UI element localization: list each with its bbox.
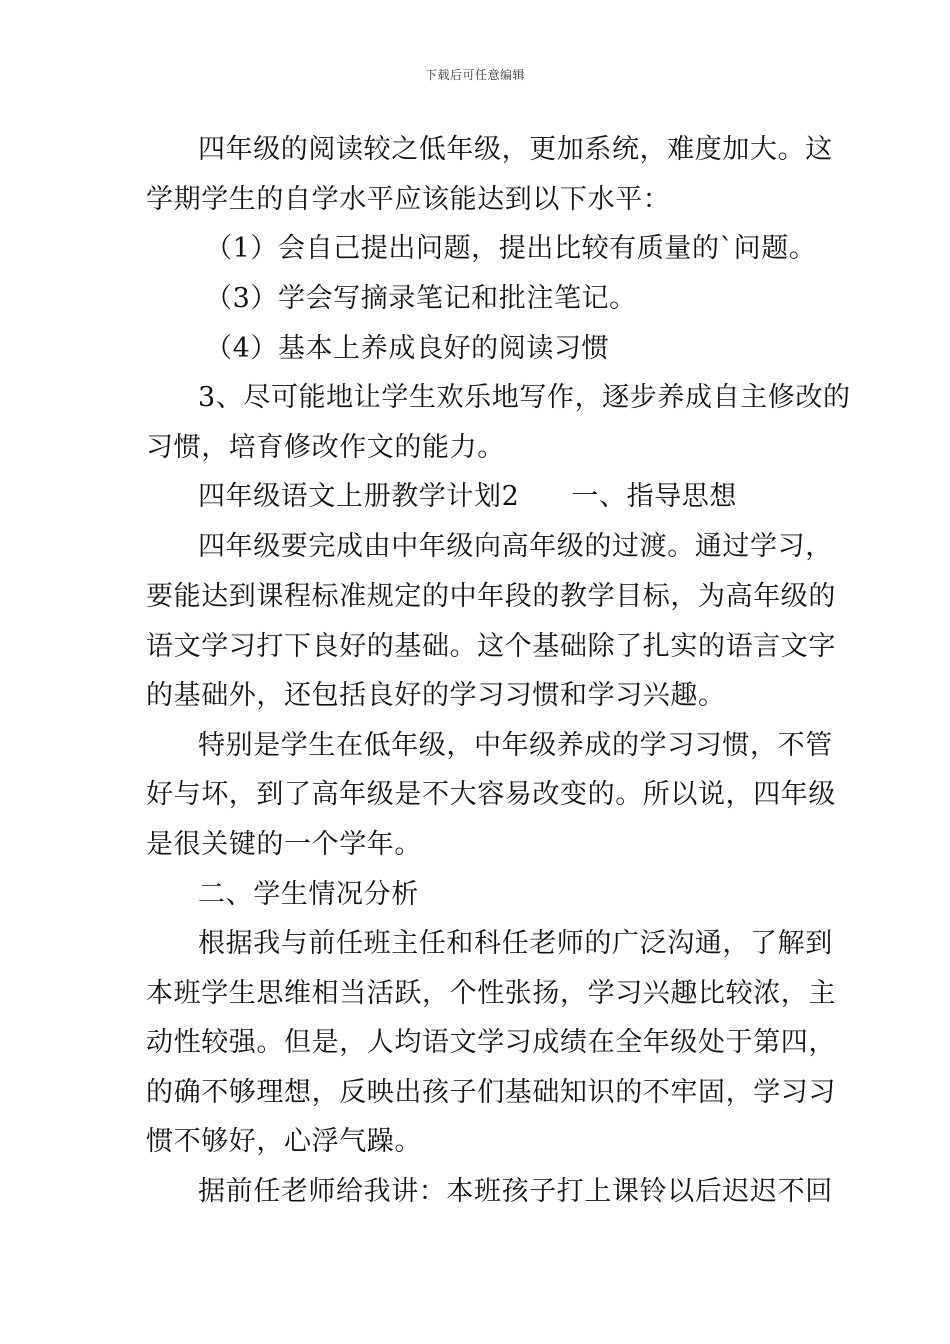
list-item: （1）会自己提出问题，提出比较有质量的`问题。 <box>205 233 817 264</box>
paragraph-line: 惯不够好，心浮气躁。 <box>146 1126 422 1157</box>
paragraph-line: 动性较强。但是，人均语文学习成绩在全年级处于第四， <box>146 1027 836 1058</box>
section-heading: 二、学生情况分析 <box>198 879 419 910</box>
paragraph-line: 特别是学生在低年级，中年级养成的学习习惯，不管 <box>198 730 833 761</box>
paragraph-line: 语文学习打下良好的基础。这个基础除了扎实的语言文字 <box>146 631 836 662</box>
paragraph-line: 四年级的阅读较之低年级，更加系统，难度加大。这 <box>198 134 833 165</box>
paragraph-line: 根据我与前任班主任和科任老师的广泛沟通，了解到 <box>198 928 833 959</box>
paragraph-line: 的确不够理想，反映出孩子们基础知识的不牢固，学习习 <box>146 1077 836 1108</box>
list-item: （3）学会写摘录笔记和批注笔记。 <box>205 283 637 314</box>
section-heading-line <box>198 482 737 512</box>
paragraph-line: 四年级要完成由中年级向高年级的过渡。通过学习， <box>198 531 833 562</box>
page-header: 下载后可任意编辑 <box>424 68 525 82</box>
paragraph-line: 要能达到课程标准规定的中年段的教学目标，为高年级的 <box>146 581 836 612</box>
plan-title: 四年级语文上册教学计划2 <box>198 481 520 512</box>
paragraph-line: 据前任老师给我讲：本班孩子打上课铃以后迟迟不回 <box>198 1176 833 1207</box>
paragraph-line: 是很关键的一个学年。 <box>146 829 422 860</box>
paragraph-line: 本班学生思维相当活跃，个性张扬，学习兴趣比较浓，主 <box>146 978 836 1009</box>
section-heading: 一、指导思想 <box>571 481 737 512</box>
paragraph-line: 的基础外，还包括良好的学习习惯和学习兴趣。 <box>146 680 726 711</box>
paragraph-line: 3、尽可能地让学生欢乐地写作，逐步养成自主修改的 <box>198 382 851 413</box>
paragraph-line: 习惯，培育修改作文的能力。 <box>146 432 505 463</box>
list-item: （4）基本上养成良好的阅读习惯 <box>205 333 610 364</box>
paragraph-line: 学期学生的自学水平应该能达到以下水平： <box>146 184 671 215</box>
paragraph-line: 好与坏，到了高年级是不大容易改变的。所以说，四年级 <box>146 779 836 810</box>
